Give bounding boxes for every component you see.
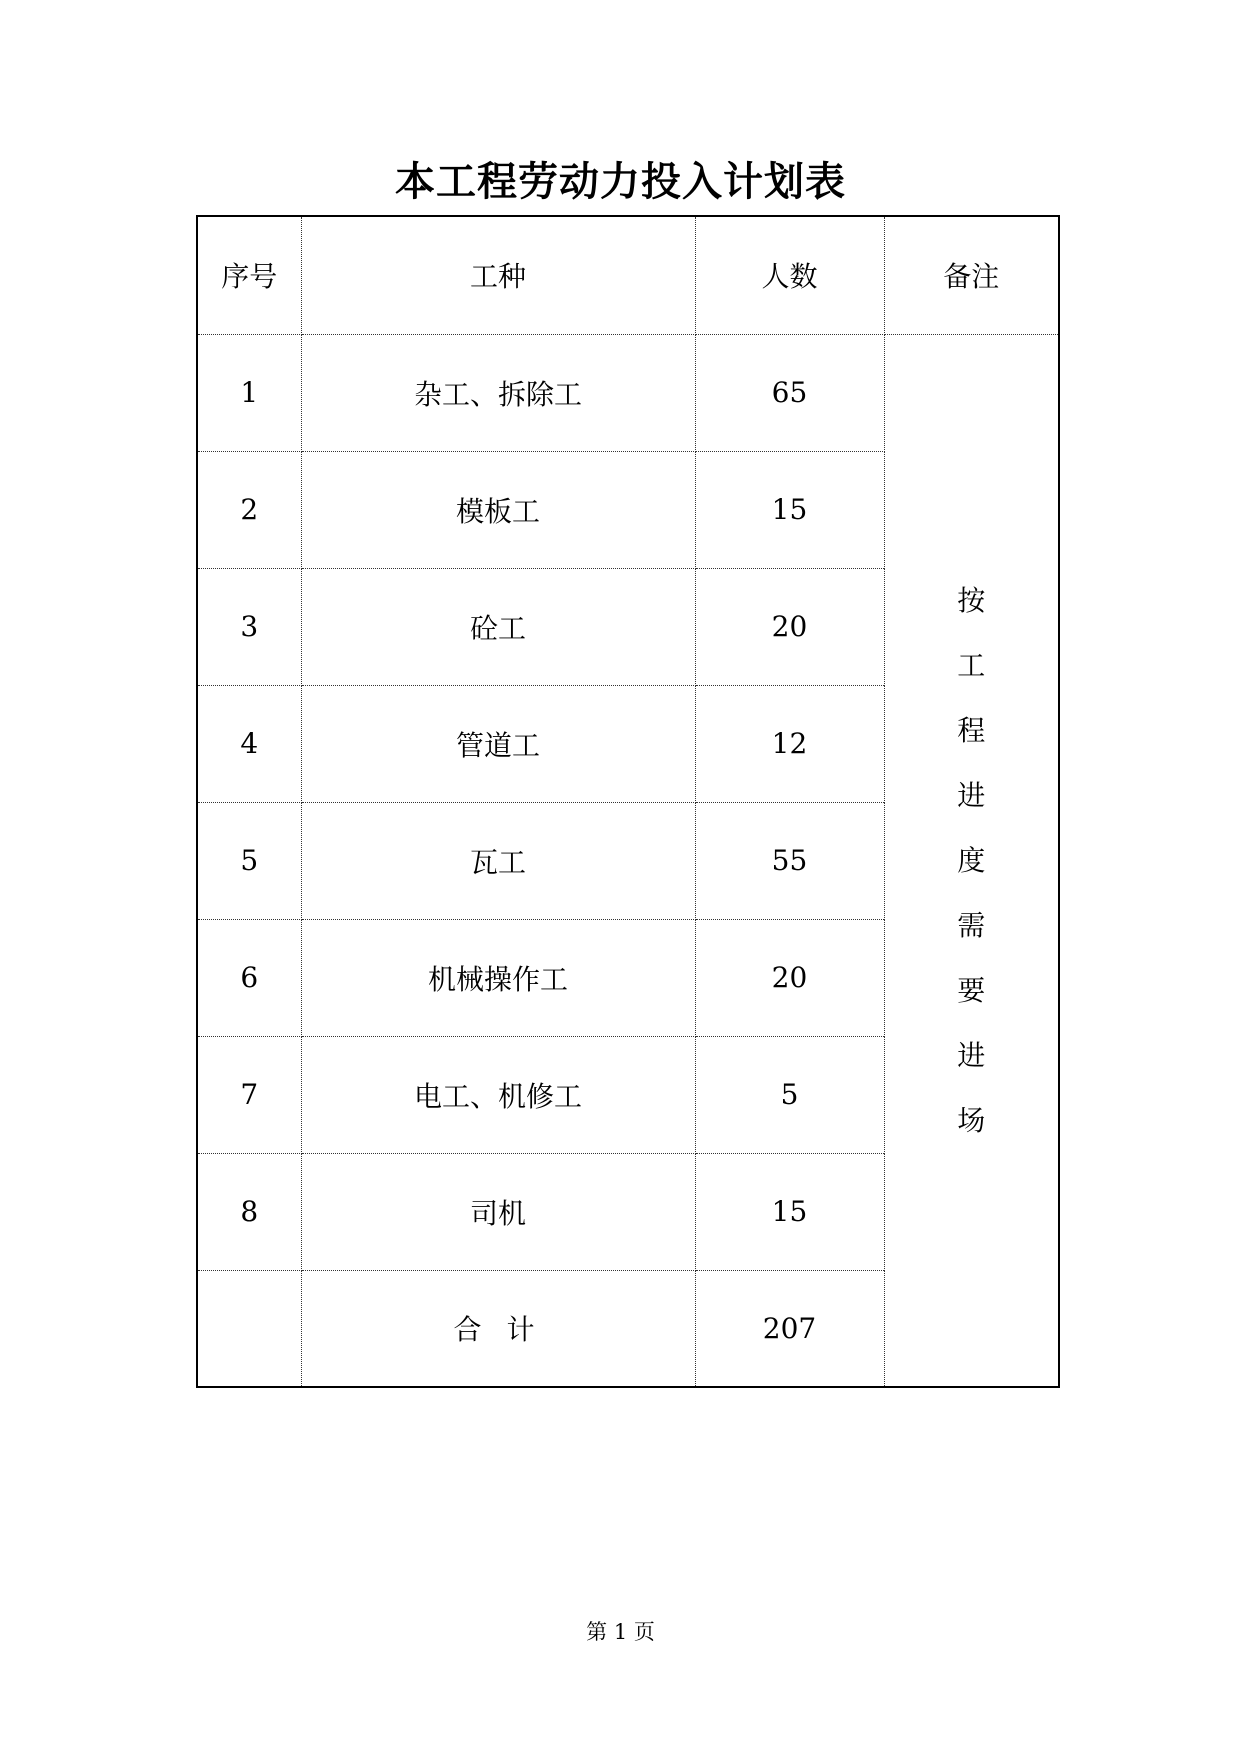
cell-seq: 1 (197, 334, 301, 451)
cell-trade: 砼工 (301, 568, 695, 685)
remark-char: 要 (957, 973, 986, 1007)
cell-count: 20 (695, 919, 884, 1036)
total-label: 合 计 (301, 1270, 695, 1387)
cell-trade: 模板工 (301, 451, 695, 568)
cell-seq: 7 (197, 1036, 301, 1153)
header-trade: 工种 (301, 216, 695, 334)
remark-char: 进 (957, 1038, 986, 1072)
cell-count: 5 (695, 1036, 884, 1153)
table-row (197, 334, 1059, 451)
cell-seq: 4 (197, 685, 301, 802)
cell-count: 65 (695, 334, 884, 451)
cell-trade: 电工、机修工 (301, 1036, 695, 1153)
cell-seq: 5 (197, 802, 301, 919)
cell-seq: 6 (197, 919, 301, 1036)
cell-trade: 管道工 (301, 685, 695, 802)
header-seq: 序号 (197, 216, 301, 334)
remark-vertical-text (957, 568, 985, 1153)
cell-trade: 机械操作工 (301, 919, 695, 1036)
page-number: 第 1 页 (586, 1620, 655, 1644)
cell-count: 55 (695, 802, 884, 919)
cell-count: 20 (695, 568, 884, 685)
cell-count: 15 (695, 451, 884, 568)
header-remark: 备注 (884, 216, 1059, 334)
cell-seq: 8 (197, 1153, 301, 1270)
remark-char: 进 (957, 778, 986, 812)
remark-cell (884, 334, 1059, 1387)
cell-seq: 3 (197, 568, 301, 685)
cell-seq-empty (197, 1270, 301, 1387)
cell-trade: 杂工、拆除工 (301, 334, 695, 451)
remark-char: 程 (957, 713, 986, 747)
remark-char: 按 (957, 583, 986, 617)
remark-char: 度 (957, 843, 986, 877)
remark-char: 需 (957, 908, 986, 942)
cell-count: 12 (695, 685, 884, 802)
document-title: 本工程劳动力投入计划表 (395, 158, 846, 205)
remark-char: 工 (957, 648, 986, 682)
labor-plan-table (196, 215, 1060, 1388)
remark-char: 场 (957, 1103, 986, 1137)
cell-count: 15 (695, 1153, 884, 1270)
total-count: 207 (695, 1270, 884, 1387)
table-header-row (197, 216, 1059, 334)
cell-trade: 司机 (301, 1153, 695, 1270)
cell-seq: 2 (197, 451, 301, 568)
cell-trade: 瓦工 (301, 802, 695, 919)
header-count: 人数 (695, 216, 884, 334)
